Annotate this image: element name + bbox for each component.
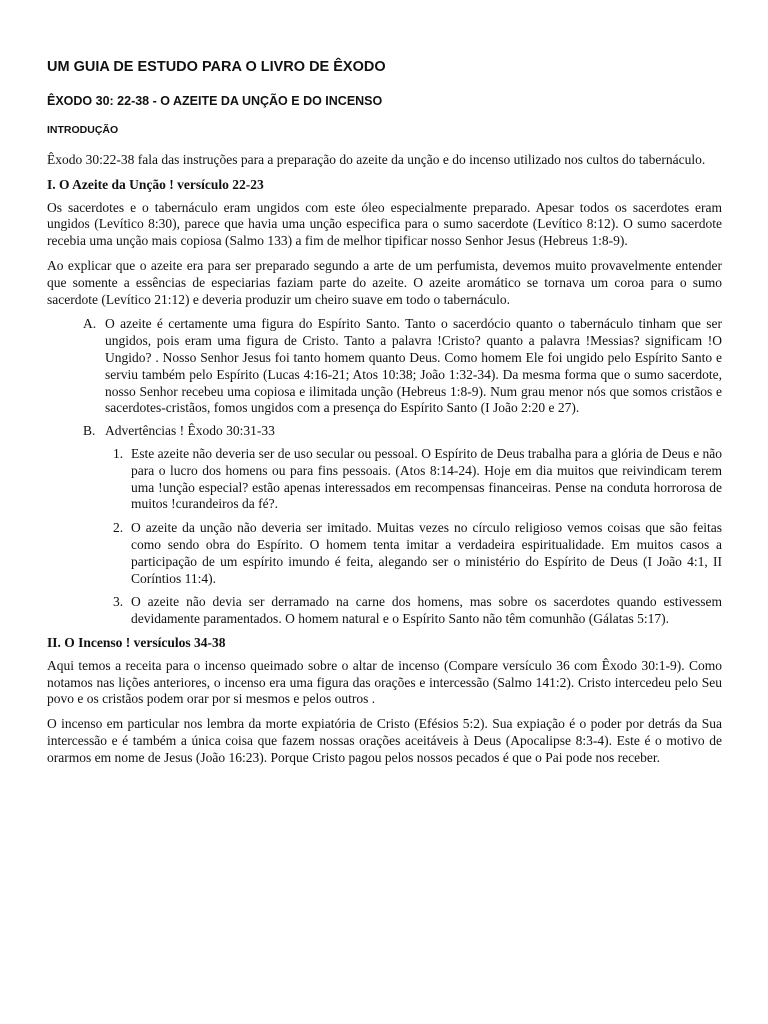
section-2-heading: II. O Incenso ! versículos 34-38: [47, 634, 226, 650]
list-marker: B.: [83, 423, 96, 439]
list-item-text: Este azeite não deveria ser de uso secular ou pessoal. O Espírito de Deus trabalha para a glória de Deus e não para o lucro dos homens ou para fins pessoais. (Atos 8:14-24). Hoje em dia muitos que reivindicam terem uma !unção especial? estão apenas interessados em recompensas financeiras. Pense na conduta horrorosa de muitos !curandeiros da fé?.: [131, 445, 722, 512]
section-1-paragraph-1: Os sacerdotes e o tabernáculo eram ungidos com este óleo especialmente preparado. Apesar todos os sacerdotes eram ungidos (Levítico 8:30), parece que havia uma unção especifica para o sumo sacerdote (Levítico 8:12). O sumo sacerdote recebia uma unção mais copiosa (Salmo 133) a fim de melhor tipificar nosso Senhor Jesus (Hebreus 1:8-9).: [47, 199, 722, 249]
list-item-text: O azeite é certamente uma figura do Espírito Santo. Tanto o sacerdócio quanto o tabernáculo tinham que ser ungidos, pois eram uma figura de Cristo. Tanto a palavra !Cristo? quanto a palavra !Messias? significam !O Ungido? . Nosso Senhor Jesus foi tanto homem quanto Deus. Como homem Ele foi ungido pelo Espírito Santo e serviu também pelo Espírito (Lucas 4:16-21; Atos 10:38; João 1:32-34). Da mesma forma que o sumo sacerdote, nosso Senhor recebeu uma copiosa e ilimitada unção (Hebreus 1:8-9). Num grau menor nós que somos cristãos e sacerdotes-cristãos, fomos ungidos com a presença do Espírito Santo (I João 2:20 e 27).: [105, 316, 722, 416]
list-marker: 2.: [113, 520, 124, 536]
list-item-text: O azeite não devia ser derramado na carne dos homens, mas sobre os sacerdotes quando estivessem devidamente paramentados. O homem natural e o Espírito Santo não têm comunhão (Gálatas 5:17).: [131, 594, 722, 627]
document-page: [47, 58, 722, 775]
list-item-text: Advertências ! Êxodo 30:31-33: [105, 423, 275, 439]
section-1-heading: I. O Azeite da Unção ! versículo 22-23: [47, 176, 264, 192]
section-2-paragraph-1: Aqui temos a receita para o incenso queimado sobre o altar de incenso (Compare versículo 36 com Êxodo 30:1-9). Como notamos nas lições anteriores, o incenso era uma figura das orações e intercessão (Salmo 141:2). Cristo intercedeu pelo Seu povo e os cristãos podem orar por si mesmos e pelos outros .: [47, 657, 722, 707]
list-item-text: O azeite da unção não deveria ser imitado. Muitas vezes no círculo religioso vemos coisas que são feitas como sendo obra do Espírito. O homem tenta imitar a verdadeira espiritualidade. Em muitos casos a participação de um espírito imundo é feita, alegando ser o ministério do Espírito de Deus (I João 4:1, II Coríntios 11:4).: [131, 520, 722, 586]
document-subtitle: ÊXODO 30: 22-38 - O AZEITE DA UNÇÃO E DO INCENSO: [47, 94, 383, 108]
section-1-lettered-list: [47, 316, 722, 440]
list-marker: A.: [83, 316, 97, 332]
numbered-item: [113, 446, 722, 513]
list-item-b: [83, 423, 722, 440]
list-marker: 3.: [113, 594, 124, 610]
numbered-item: [113, 594, 722, 628]
numbered-item: [113, 520, 722, 587]
list-item-a: [83, 316, 722, 417]
intro-heading: INTRODUÇÃO: [47, 124, 119, 136]
section-1-paragraph-2: Ao explicar que o azeite era para ser preparado segundo a arte de um perfumista, devemos muito provavelmente entender que somente a essências de especiarias faziam parte do azeite. O azeite aromático se tornava um coroa para o sumo sacerdote (Levítico 21:12) e deveria produzir um cheiro suave em todo o tabernáculo.: [47, 257, 722, 307]
list-marker: 1.: [113, 445, 124, 461]
document-title: UM GUIA DE ESTUDO PARA O LIVRO DE ÊXODO: [47, 59, 386, 75]
warnings-numbered-list: [47, 446, 722, 628]
section-2-paragraph-2: O incenso em particular nos lembra da morte expiatória de Cristo (Efésios 5:2). Sua expiação é o poder por detrás da Sua intercessão e é também a única coisa que fazem nossas orações aceitáveis à Deus (Apocalipse 8:3-4). Este é o motivo de orarmos em nome de Jesus (João 16:23). Porque Cristo pagou pelos nossos pecados é que o Pai pode nos receber.: [47, 716, 722, 765]
intro-paragraph: Êxodo 30:22-38 fala das instruções para a preparação do azeite da unção e do incenso utilizado nos cultos do tabernáculo.: [47, 152, 706, 167]
